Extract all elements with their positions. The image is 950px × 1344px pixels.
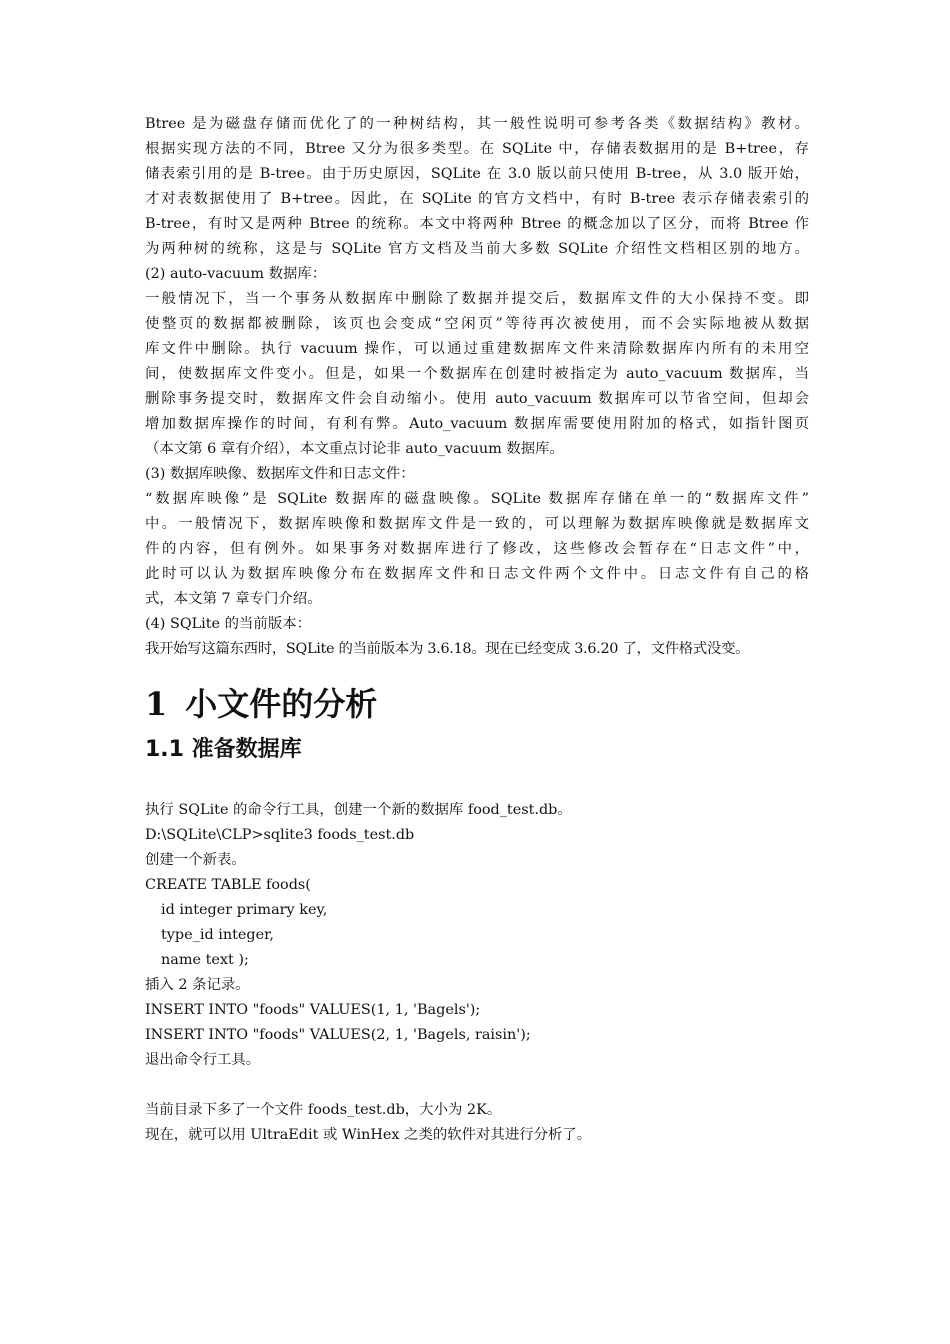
text-line: 库文件中删除。执行 vacuum 操作，可以通过重建数据库文件来清除数据库内所有的未用空 bbox=[145, 341, 809, 357]
text-line: 根据实现方法的不同，Btree 又分为很多类型。在 SQLite 中，存储表数据用的是 B+tree，存 bbox=[145, 141, 809, 157]
text-line: 使整页的数据都被删除，该页也会变成“空闲页”等待再次被使用，而不会实际地被从数据 bbox=[145, 316, 809, 332]
spacer bbox=[145, 1073, 809, 1098]
text-line: 储表索引用的是 B-tree。由于历史原因，SQLite 在 3.0 版以前只使用 B-tree，从 3.0 版开始， bbox=[145, 166, 809, 182]
item-3-body bbox=[145, 487, 809, 612]
text-line: （本文第 6 章有介绍），本文重点讨论非 auto_vacuum 数据库。 bbox=[145, 441, 564, 457]
item-2-title: (2) auto-vacuum 数据库： bbox=[145, 266, 327, 282]
text-line: 执行 SQLite 的命令行工具，创建一个新的数据库 food_test.db。 bbox=[145, 802, 572, 818]
text-line: 件的内容，但有例外。如果事务对数据库进行了修改，这些修改会暂存在“日志文件”中， bbox=[145, 541, 809, 557]
text-line: 当前目录下多了一个文件 foods_test.db，大小为 2K。 bbox=[145, 1102, 502, 1118]
text-line: 间，使数据库文件变小。但是，如果一个数据库在创建时被指定为 auto_vacuum 数据库，当 bbox=[145, 366, 809, 382]
section-title: 准备数据库 bbox=[191, 737, 302, 762]
text-line: 此时可以认为数据库映像分布在数据库文件和日志文件两个文件中。日志文件有自己的格 bbox=[145, 566, 809, 582]
code-line: id integer primary key, bbox=[161, 902, 328, 918]
item-4-title: (4) SQLite 的当前版本： bbox=[145, 616, 311, 632]
create-table-code bbox=[145, 873, 809, 973]
text-line: Btree 是为磁盘存储而优化了的一种树结构，其一般性说明可参考各类《数据结构》教材。 bbox=[145, 116, 809, 132]
item-2-body bbox=[145, 287, 809, 462]
intro-paragraph bbox=[145, 112, 809, 262]
text-line: 一般情况下，当一个事务从数据库中删除了数据并提交后，数据库文件的大小保持不变。即 bbox=[145, 291, 809, 307]
text-line: 删除事务提交时，数据库文件会自动缩小。使用 auto_vacuum 数据库可以节省空间，但却会 bbox=[145, 391, 809, 407]
section-1-1-heading bbox=[145, 730, 809, 770]
code-line: INSERT INTO "foods" VALUES(2, 1, 'Bagels, raisin'); bbox=[145, 1027, 531, 1043]
text-line: B-tree，有时又是两种 Btree 的统称。本文中将两种 Btree 的概念加以了区分，而将 Btree 作 bbox=[145, 216, 809, 232]
code-line: INSERT INTO "foods" VALUES(1, 1, 'Bagels'); bbox=[145, 1002, 481, 1018]
section-1-heading bbox=[145, 678, 809, 730]
text-line: 式，本文第 7 章专门介绍。 bbox=[145, 591, 322, 607]
text-line: 插入 2 条记录。 bbox=[145, 977, 250, 993]
code-line: CREATE TABLE foods( bbox=[145, 877, 311, 893]
item-4-body: 我开始写这篇东西时，SQLite 的当前版本为 3.6.18。现在已经变成 3.6.20 了，文件格式没变。 bbox=[145, 641, 750, 657]
text-line: 现在，就可以用 UltraEdit 或 WinHex 之类的软件对其进行分析了。 bbox=[145, 1127, 592, 1143]
text-line: 退出命令行工具。 bbox=[145, 1052, 261, 1068]
code-line: name text ); bbox=[161, 952, 249, 968]
text-line: 才对表数据使用了 B+tree。因此，在 SQLite 的官方文档中，有时 B-tree 表示存储表索引的 bbox=[145, 191, 809, 207]
text-line: 增加数据库操作的时间，有利有弊。Auto_vacuum 数据库需要使用附加的格式，如指针图页 bbox=[145, 416, 809, 432]
code-line: type_id integer, bbox=[161, 927, 274, 943]
command-line: D:\SQLite\CLP>sqlite3 foods_test.db bbox=[145, 827, 415, 843]
text-line: 创建一个新表。 bbox=[145, 852, 246, 868]
text-line: “数据库映像”是 SQLite 数据库的磁盘映像。SQLite 数据库存储在单一的“数据库文件” bbox=[145, 491, 809, 507]
section-title: 小文件的分析 bbox=[185, 685, 378, 723]
item-3-title: (3) 数据库映像、数据库文件和日志文件： bbox=[145, 466, 415, 482]
section-number: 1 bbox=[145, 685, 168, 723]
text-line: 中。一般情况下，数据库映像和数据库文件是一致的，可以理解为数据库映像就是数据库文 bbox=[145, 516, 809, 532]
document-page bbox=[145, 112, 809, 1148]
section-number: 1.1 bbox=[145, 737, 184, 762]
text-line: 为两种树的统称，这是与 SQLite 官方文档及当前大多数 SQLite 介绍性文档相区别的地方。 bbox=[145, 241, 809, 257]
